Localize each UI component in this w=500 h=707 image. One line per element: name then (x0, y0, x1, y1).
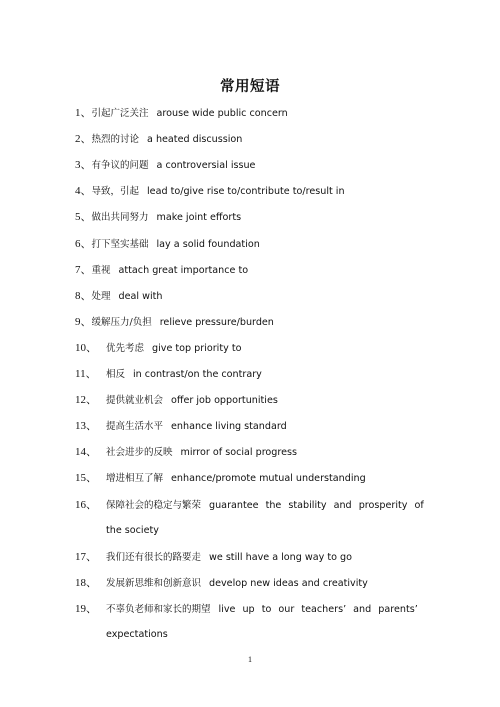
phrase-chinese: 导致，引起 (91, 186, 140, 198)
phrase-number: 8、 (75, 289, 92, 302)
phrase-english: in contrast/on the contrary (133, 369, 262, 380)
phrase-item (75, 208, 430, 226)
phrase-item (75, 391, 430, 409)
phrase-item (75, 182, 430, 200)
phrase-number: 7、 (75, 263, 92, 276)
phrase-number: 1、 (75, 107, 92, 119)
phrase-item (75, 443, 430, 461)
phrase-item (75, 574, 430, 592)
phrase-english: offer job opportunities (171, 395, 278, 407)
phrase-english: lay a solid foundation (156, 238, 260, 250)
phrase-number: 9、 (75, 315, 92, 328)
phrase-number: 6、 (75, 237, 92, 250)
phrase-item (75, 469, 430, 487)
phrase-item (75, 156, 430, 174)
phrase-item (75, 365, 430, 383)
phrase-chinese: 相反 (106, 369, 126, 380)
phrase-item (75, 548, 430, 566)
phrase-english: lead to/give rise to/contribute to/result in (147, 186, 345, 198)
phrase-english: attach great importance to (118, 264, 249, 276)
phrase-number: 19、 (75, 602, 97, 615)
phrase-english: mirror of social progress (180, 447, 298, 459)
phrase-chinese: 社会进步的反映 (106, 447, 173, 459)
phrase-number: 3、 (75, 159, 92, 172)
phrase-chinese: 不辜负老师和家长的期望 (106, 603, 211, 615)
phrase-item (75, 261, 430, 279)
phrase-item (75, 104, 430, 122)
phrase-number: 13、 (75, 420, 97, 433)
phrase-english-continued: the society (106, 524, 159, 536)
phrase-english: a controversial issue (156, 160, 256, 172)
phrase-number: 11、 (75, 368, 97, 380)
phrase-chinese: 提高生活水平 (106, 421, 164, 433)
phrase-chinese: 优先考虑 (106, 342, 145, 354)
phrase-english: enhance living standard (171, 421, 287, 433)
phrase-item (75, 600, 430, 618)
page-number: 1 (248, 655, 252, 664)
phrase-number: 4、 (75, 185, 92, 198)
phrase-number: 18、 (75, 576, 97, 589)
phrase-number: 10、 (75, 341, 97, 354)
phrase-chinese: 增进相互了解 (106, 473, 164, 485)
phrase-chinese: 热烈的讨论 (91, 134, 140, 146)
phrase-english: arouse wide public concern (156, 108, 288, 119)
phrase-item (75, 287, 430, 305)
phrase-number: 15、 (75, 472, 97, 485)
phrase-english: make joint efforts (156, 212, 242, 224)
phrase-chinese: 做出共同努力 (91, 212, 149, 224)
phrase-chinese: 我们还有很长的路要走 (106, 551, 202, 563)
phrase-chinese: 引起广泛关注 (91, 108, 149, 119)
phrase-item (75, 130, 430, 148)
phrase-english: relieve pressure/burden (159, 316, 274, 328)
phrase-chinese: 提供就业机会 (106, 395, 164, 407)
phrase-english: enhance/promote mutual understanding (171, 473, 366, 485)
phrase-item (75, 339, 430, 357)
phrase-number: 14、 (75, 446, 97, 459)
phrase-number: 2、 (75, 133, 92, 146)
phrase-chinese: 缓解压力/负担 (91, 316, 152, 328)
phrase-item (75, 235, 430, 253)
phrase-chinese: 有争议的问题 (91, 160, 149, 172)
phrase-english-continued: expectations (106, 629, 168, 640)
phrase-item (75, 496, 430, 514)
phrase-english: a heated discussion (147, 134, 243, 146)
phrase-english: guarantee the stability and prosperity of (209, 499, 424, 511)
phrase-chinese: 重视 (91, 264, 111, 276)
phrase-english: give top priority to (152, 342, 242, 354)
phrase-number: 17、 (75, 550, 97, 563)
phrase-number: 16、 (75, 498, 97, 511)
phrase-item (75, 417, 430, 435)
phrase-number: 5、 (75, 211, 92, 224)
phrase-english: we still have a long way to go (209, 551, 352, 563)
phrase-english: live up to our teachers’ and parents’ (218, 603, 418, 615)
phrase-chinese: 打下坚实基础 (91, 238, 149, 250)
phrase-english: deal with (118, 290, 163, 302)
phrase-chinese: 发展新思维和创新意识 (106, 577, 202, 589)
phrase-item (75, 313, 430, 331)
phrase-chinese: 保障社会的稳定与繁荣 (106, 499, 202, 511)
phrase-english: develop new ideas and creativity (209, 577, 368, 589)
phrase-number: 12、 (75, 394, 97, 407)
page-title: 常用短语 (220, 78, 280, 95)
phrase-chinese: 处理 (91, 290, 111, 302)
